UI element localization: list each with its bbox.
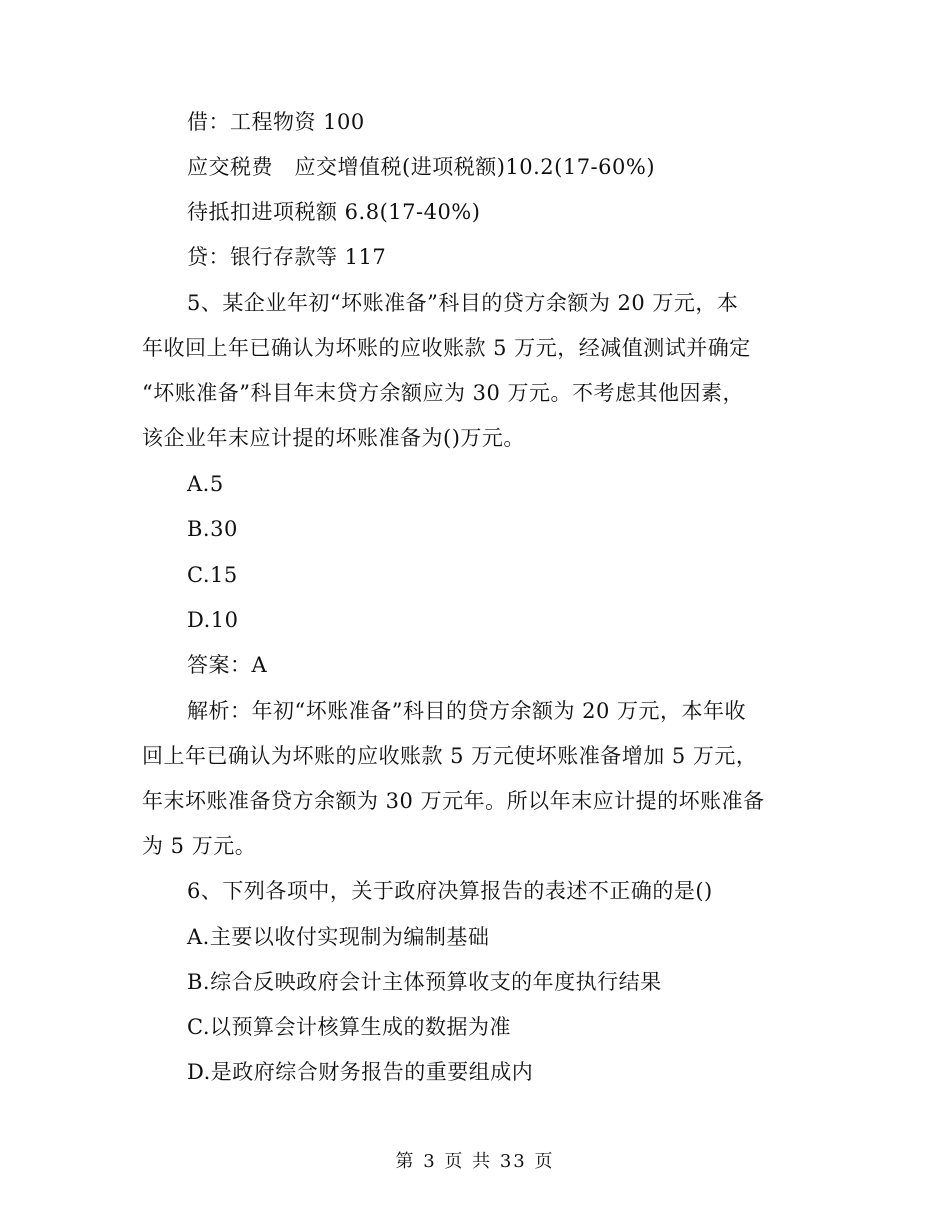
explanation-text: 解析：年初“坏账准备”科目的贷方余额为 20 万元，本年收 — [187, 699, 747, 723]
explanation-text: 回上年已确认为坏账的应收账款 5 万元使坏账准备增加 5 万元， — [142, 744, 758, 768]
page-footer: 第 3 页 共 33 页 — [395, 1151, 555, 1172]
option-d: D.是政府综合财务报告的重要组成内 — [187, 1060, 534, 1084]
entry-debit-line: 借：工程物资 100 — [187, 110, 365, 134]
option-b: B.综合反映政府会计主体预算收支的年度执行结果 — [187, 970, 662, 994]
question-5-text: “坏账准备”科目年末贷方余额应为 30 万元。不考虑其他因素， — [142, 381, 745, 405]
option-c: C.以预算会计核算生成的数据为准 — [187, 1015, 511, 1039]
explanation-text: 为 5 万元。 — [142, 834, 257, 858]
option-a: A.5 — [187, 472, 224, 496]
entry-tax-line: 应交税费 应交增值税(进项税额)10.2(17-60%) — [187, 155, 656, 179]
option-c: C.15 — [187, 563, 238, 587]
option-b: B.30 — [187, 517, 238, 541]
question-5-text: 年收回上年已确认为坏账的应收账款 5 万元，经减值测试并确定 — [142, 336, 751, 360]
question-6-text: 6、下列各项中，关于政府决算报告的表述不正确的是() — [187, 879, 713, 903]
entry-deductible-line: 待抵扣进项税额 6.8(17-40%) — [187, 200, 481, 224]
answer-line: 答案：A — [187, 653, 268, 677]
question-5-text: 该企业年末应计提的坏账准备为()万元。 — [142, 426, 525, 450]
explanation-text: 年末坏账准备贷方余额为 30 万元年。所以年末应计提的坏账准备 — [142, 789, 765, 813]
entry-credit-line: 贷：银行存款等 117 — [187, 245, 387, 269]
option-d: D.10 — [187, 608, 239, 632]
question-5-text: 5、某企业年初“坏账准备”科目的贷方余额为 20 万元，本 — [187, 291, 739, 315]
option-a: A.主要以收付实现制为编制基础 — [187, 925, 490, 949]
